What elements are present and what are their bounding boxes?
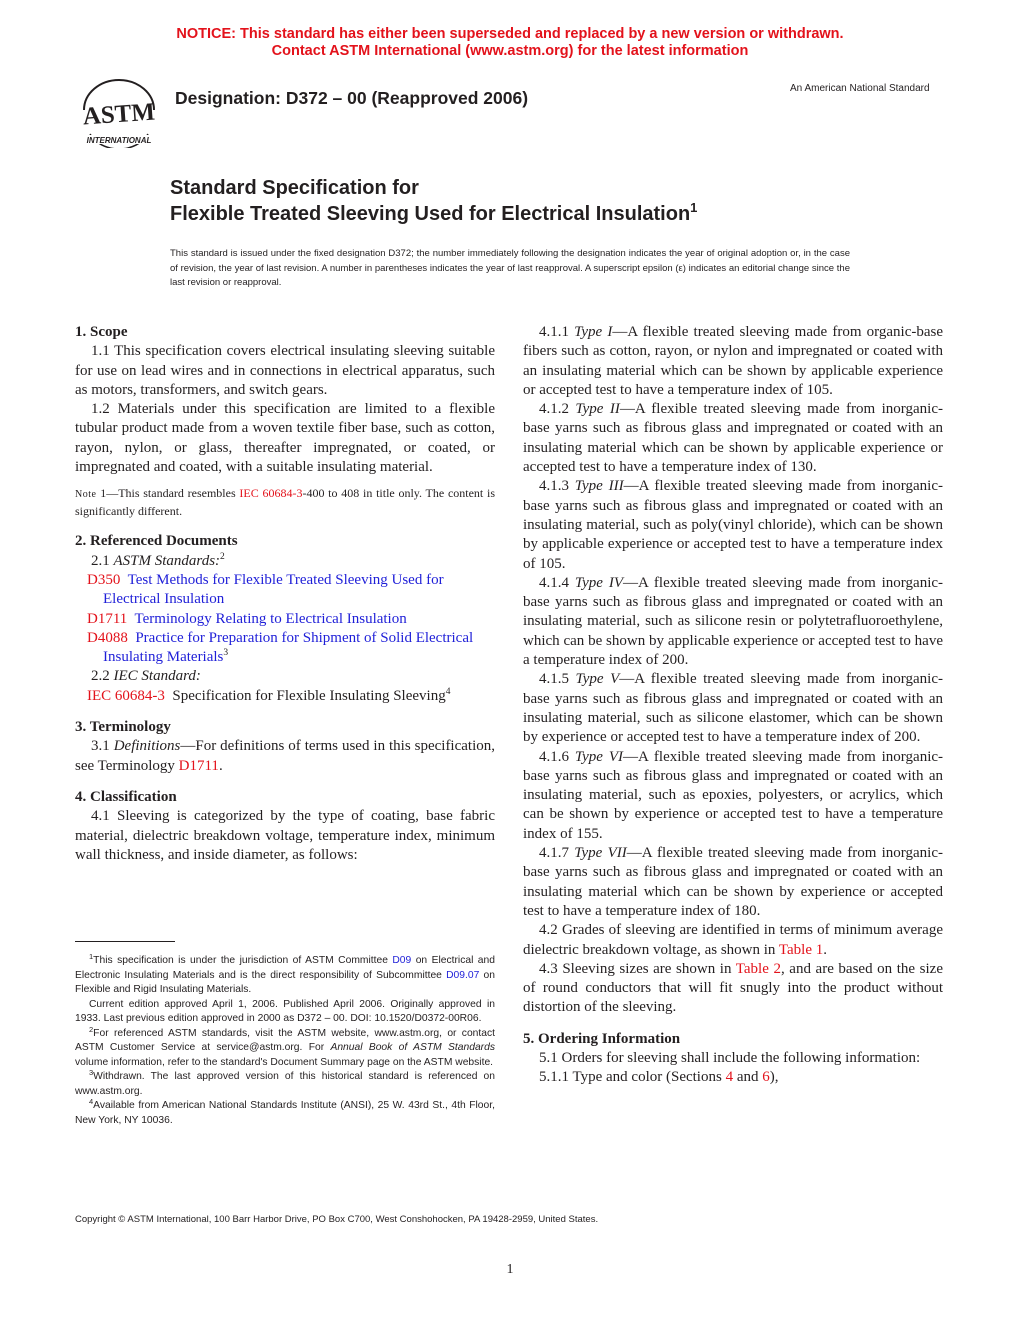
footnote-2: $^2$For referenced ASTM standards, visit the ASTM website, www.astm.org, or contact ASTM Customer Service at service@astm.org. For Annual Book of ASTM Standards volume information, refer to the standard's Document Summary page on the ASTM website. [75, 1024, 495, 1068]
page-number: 1 [506, 1262, 514, 1277]
type-label: Type II [575, 401, 620, 418]
classification-4-3 [523, 960, 943, 1018]
ref-item-d1711 [75, 610, 495, 629]
scope-1-1: 1.1 This specification covers electrical insulating sleeving suitable for use on lead wires and in connections in electrical apparatus, such as motors, transformers, and switch gears. [75, 343, 495, 398]
scope-heading: 1. Scope [75, 324, 128, 340]
astm-standards-label [75, 552, 495, 571]
type-num: 4.1.5 [539, 671, 569, 688]
logo-subtext: INTERNATIONAL [86, 136, 152, 145]
terminology-label: Definitions [113, 738, 181, 755]
type-label: Type V [575, 671, 620, 688]
type-text: —A flexible treated sleeving made from organic-base fibers such as cotton, rayon, or nylon and impregnated or coated with an insulating material which can be shown by applicable experience or accepted test to have a temperature index of 105. [523, 324, 944, 398]
astm-standards-sup: 2 [220, 551, 225, 562]
logo-text: ASTM [81, 98, 156, 131]
ref-title-d1711[interactable]: Terminology Relating to Electrical Insulation [134, 610, 407, 627]
note-label: Note [75, 489, 97, 501]
astm-standards-num: 2.1 [91, 552, 114, 569]
note-link-iec[interactable]: IEC 60684-3 [239, 486, 303, 501]
type-text: —A flexible treated sleeving made from inorganic-base yarns such as fibrous glass and impregnated or coated with an insulating material, such as epoxies, polyesters, or acrylics, which can be shown by experience or accepted test to have a temperature index of 155. [523, 748, 944, 842]
footnote-4: $^4$Available from American National Standards Institute (ANSI), 25 W. 43rd St., 4th Floor, New York, NY 10036. [75, 1097, 495, 1126]
terminology-link-d1711[interactable]: D1711 [178, 757, 219, 774]
astm-logo [76, 76, 162, 148]
footnote-1: $^1$This specification is under the jurisdiction of ASTM Committee D09 on Electrical and Electronic Insulating Materials and is the direct responsibility of Subcommittee D09.07 on Flexible and Rigid Insulating Materials. [75, 952, 495, 995]
ref-title-iec: Specification for Flexible Insulating Sleeving [172, 687, 446, 704]
footnote-2-pre: For referenced ASTM standards, visit the ASTM website, www.astm.org, or contact ASTM Customer Service at service@astm.org. For [75, 1027, 495, 1053]
footnote-4-text: Available from American National Standards Institute (ANSI), 25 W. 43rd St., 4th Floor, New York, NY 10036. [75, 1100, 495, 1126]
ref-item-iec [75, 687, 495, 706]
type-label: Type VI [574, 748, 624, 765]
ref-sup-d4088: 3 [223, 648, 229, 659]
note-text-pre: 1—This standard resembles [96, 486, 240, 501]
classification-4-2 [523, 921, 943, 960]
classification-4-1: 4.1 Sleeving is categorized by the type of coating, base fabric material, dielectric breakdown voltage, temperature index, minimum wall thickness, and inside diameter, as follows: [75, 808, 495, 863]
ref-title-d350[interactable]: Test Methods for Flexible Treated Sleeving Used for Electrical Insulation [103, 571, 444, 608]
type-text: —A flexible treated sleeving made from inorganic-base yarns such as fibrous glass and impregnated or coated with an insulating material, such as poly(vinyl chloride), which can be shown by applicable experience or accepted test to have a temperature index of 105. [523, 478, 944, 572]
footnote-3: $^3$Withdrawn. The last approved version of this historical standard is referenced on www.astm.org. [75, 1068, 495, 1097]
type-4-1-4 [523, 574, 943, 670]
left-column [75, 323, 495, 865]
classification-4-3-end: , and are based on the size of round conductors that will fit snugly into the product without distortion of the sleeving. [523, 960, 943, 1016]
ref-sup-iec: 4 [445, 686, 451, 697]
footnote-1-pre: This specification is under the jurisdiction of ASTM Committee [93, 955, 393, 966]
type-num: 4.1.3 [539, 478, 569, 495]
classification-4-2-text: 4.2 Grades of sleeving are identified in terms of minimum average dielectric breakdown voltage, as shown in [523, 922, 943, 958]
footnotes [75, 954, 495, 1128]
ref-code-d1711[interactable]: D1711 [87, 610, 128, 627]
type-4-1-2 [523, 400, 943, 477]
referenced-heading: 2. Referenced Documents [75, 533, 238, 550]
type-4-1-1 [523, 323, 943, 400]
astm-standards-title: ASTM Standards: [113, 552, 221, 569]
copyright: Copyright © ASTM International, 100 Barr Harbor Drive, PO Box C700, West Conshohocken, PA 19428-2959, United States. [75, 1214, 599, 1225]
type-num: 4.1.2 [539, 401, 569, 418]
terminology-num: 3.1 [91, 738, 114, 755]
title-footnote-mark: 1 [690, 200, 698, 215]
ref-code-iec[interactable]: IEC 60684-3 [87, 687, 165, 704]
section-6-link[interactable]: 6 [762, 1069, 770, 1086]
footnote-1-edition: Current edition approved April 1, 2006. Published April 2006. Originally approved in 1933. Last previous edition approved in 2000 as D372 – 00. DOI: 10.1520/D0372-00R06. [75, 998, 495, 1024]
document-title [170, 175, 697, 227]
classification-heading: 4. Classification [75, 788, 177, 805]
national-standard-label: An American National Standard [790, 83, 930, 94]
scope-1-2: 1.2 Materials under this specification are limited to a flexible tubular product made from a woven textile fiber base, such as cotton, rayon, nylon, or glass, thereafter impregnated, or coated, or impregnated and coated, with a suitable insulating material. [75, 401, 495, 476]
type-text: —A flexible treated sleeving made from inorganic-base yarns such as fibrous glass and impregnated or coated with an insulating material, such as silicone elastomer, which can be shown by experience or accepted test to have a temperature index of 200. [523, 671, 944, 746]
notice-banner [0, 26, 1020, 60]
section-4-link[interactable]: 4 [725, 1069, 734, 1086]
ref-item-d4088 [75, 629, 495, 668]
issued-note: This standard is issued under the fixed designation D372; the number immediately following the designation indicates the year of original adoption or, in the case of revision, the year of last revision. A number in parentheses indicates the year of last reapproval. A superscript epsilon (ε) indicates an editorial change since the last revision or reapproval. [170, 248, 850, 288]
footnote-3-text: Withdrawn. The last approved version of this historical standard is referenced on www.astm.org. [75, 1071, 495, 1097]
ordering-heading: 5. Ordering Information [523, 1030, 681, 1047]
ordering-5-1: 5.1 Orders for sleeving shall include the following information: [539, 1049, 921, 1066]
iec-standard-label [75, 667, 495, 686]
type-num: 4.1.1 [539, 324, 569, 340]
type-text: —A flexible treated sleeving made from inorganic-base yarns such as fibrous glass and impregnated or coated with an insulating material which can be shown by experience or accepted test to have a temperature index of 180. [523, 845, 943, 919]
notice-line-1: NOTICE: This standard has either been superseded and replaced by a new version or withdrawn. [176, 26, 844, 42]
type-label: Type IV [574, 574, 624, 591]
type-text: —A flexible treated sleeving made from inorganic-base yarns such as fibrous glass and impregnated or coated with an insulating material which can be shown by applicable experience or accepted test to have a temperature index of 130. [523, 401, 943, 476]
type-4-1-7 [523, 844, 943, 921]
type-4-1-6 [523, 748, 943, 844]
ordering-5-1-1-text: 5.1.1 Type and color (Sections [539, 1069, 726, 1086]
terminology-heading: 3. Terminology [75, 719, 171, 736]
table-1-link[interactable]: Table 1 [778, 941, 824, 958]
classification-4-2-end: . [823, 941, 828, 958]
footnote-1-post: on Flexible and Rigid Insulating Materials. [75, 969, 495, 995]
title-line-2-wrap [170, 201, 697, 227]
type-num: 4.1.7 [539, 845, 569, 862]
type-num: 4.1.6 [539, 748, 569, 765]
footnote-link-d0907[interactable]: D09.07 [446, 969, 480, 981]
type-label: Type III [574, 478, 624, 495]
footnote-link-d09[interactable]: D09 [392, 955, 412, 966]
ordering-and: and [733, 1069, 763, 1086]
designation: Designation: D372 – 00 (Reapproved 2006) [175, 88, 529, 108]
type-label: Type I [574, 324, 613, 340]
title-line-2: Flexible Treated Sleeving Used for Electrical Insulation [170, 203, 691, 225]
ref-item-d350 [75, 571, 495, 610]
footnote-rule [75, 941, 175, 942]
notice-line-2: Contact ASTM International (www.astm.org) for the latest information [271, 43, 749, 59]
type-4-1-3 [523, 477, 943, 573]
terminology-3-1 [75, 737, 495, 776]
footnote-2-em: Annual Book of ASTM Standards [330, 1042, 495, 1053]
ordering-5-1-1 [523, 1068, 943, 1087]
title-line-1: Standard Specification for [170, 177, 419, 199]
ref-title-d4088[interactable]: Practice for Preparation for Shipment of Solid Electrical Insulating Materials [103, 629, 474, 666]
ordering-5-1-1-end: ), [769, 1069, 779, 1086]
ref-code-d350[interactable]: D350 [87, 571, 121, 588]
iec-standard-title: IEC Standard: [113, 668, 201, 685]
ref-code-d4088[interactable]: D4088 [87, 629, 128, 646]
type-text: —A flexible treated sleeving made from inorganic-base yarns such as fibrous glass and impregnated or coated with an insulating material, such as silicone resin or polytetrafluoroethylene, which can be shown by applicable experience or accepted test to have a temperature index of 200. [523, 574, 944, 669]
iec-standard-num: 2.2 [91, 668, 114, 685]
type-label: Type VII [574, 845, 627, 862]
note-text-post: -400 to 408 in title only. The content is significantly different. [75, 486, 496, 519]
classification-4-3-text: 4.3 Sleeving sizes are shown in [539, 960, 736, 977]
terminology-text: —For definitions of terms used in this specification, see Terminology [75, 738, 496, 774]
footnote-1-mid: on Electrical and Electronic Insulating Materials and is the direct responsibility of Subcommittee [75, 955, 495, 981]
footnote-2-post: volume information, refer to the standard's Document Summary page on the ASTM website. [75, 1056, 494, 1068]
right-column [523, 323, 943, 1088]
type-4-1-5 [523, 670, 943, 747]
table-2-link[interactable]: Table 2 [735, 960, 781, 977]
note-1 [75, 485, 495, 520]
terminology-end: . [218, 757, 223, 774]
type-num: 4.1.4 [539, 574, 569, 591]
